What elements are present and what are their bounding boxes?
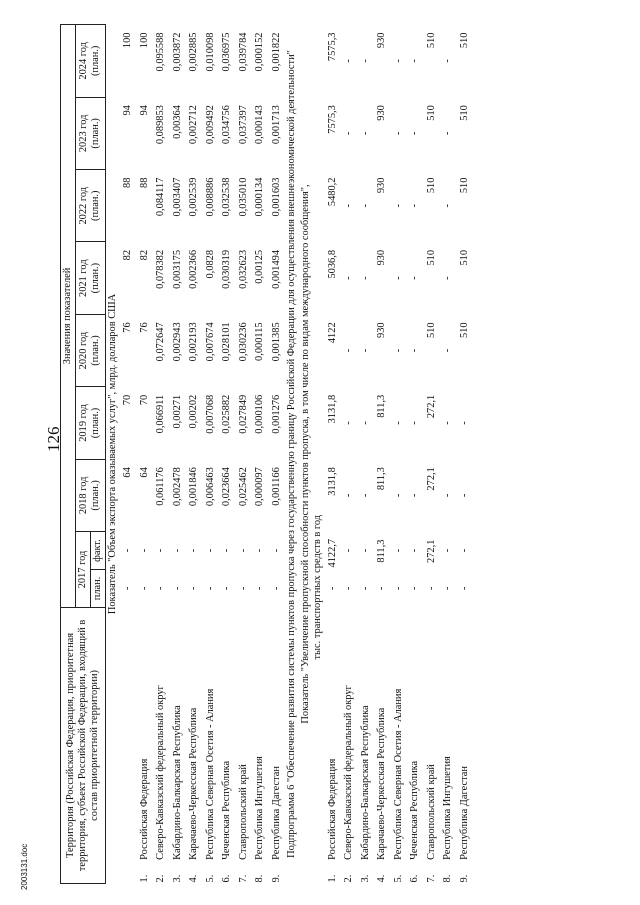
value-cell: - (270, 548, 282, 553)
table-row (440, 25, 457, 884)
value-cell: - (359, 493, 371, 498)
indicators-table (60, 24, 473, 884)
value-cell: 0,001166 (270, 467, 282, 506)
value-cell: 811,3 (376, 467, 388, 491)
value-cell: - (458, 493, 470, 498)
value-cell: 0,000097 (254, 467, 266, 507)
value-cell: 0,032623 (237, 249, 249, 289)
row-territory-name: Республика Дагестан (458, 766, 470, 860)
value-cell: - (442, 493, 454, 498)
value-cell: - (359, 131, 371, 136)
value-cell: 272,1 (425, 394, 437, 419)
table-row (235, 25, 252, 884)
table-row (252, 25, 269, 884)
row-number: 3. (359, 874, 371, 883)
section2-title (299, 25, 325, 884)
row-number: 5. (204, 874, 216, 883)
row-territory-name: Республика Ингушетия (254, 756, 266, 860)
value-cell: 0,00125 (254, 249, 266, 284)
row-territory-name: Республика Ингушетия (442, 756, 454, 860)
value-cell: 0,006463 (204, 467, 216, 507)
header-year-2020: 2020 год (план.) (75, 314, 105, 386)
value-cell: 0,066911 (155, 394, 167, 434)
rotated-table-container (60, 24, 580, 884)
value-cell: - (376, 586, 388, 591)
value-cell: 100 (138, 32, 150, 49)
value-cell: - (442, 348, 454, 353)
row-number: 4. (188, 874, 200, 883)
value-cell: 0,030319 (221, 249, 233, 289)
table-row (341, 25, 358, 884)
value-cell: - (326, 586, 338, 591)
value-cell: 0,001494 (270, 249, 282, 289)
value-cell: 0,001385 (270, 322, 282, 362)
value-cell: 0,010098 (204, 32, 216, 72)
value-cell: - (343, 421, 355, 425)
row-number: 4. (376, 874, 388, 883)
table-row (391, 25, 408, 884)
table-row (268, 25, 285, 884)
value-cell: - (237, 548, 249, 553)
cell: 88 (122, 177, 134, 188)
value-cell: 510 (458, 177, 470, 194)
value-cell: 0,001276 (270, 394, 282, 434)
table-row (374, 25, 391, 884)
value-cell: - (343, 548, 355, 553)
value-cell: 930 (376, 32, 388, 49)
value-cell: 3131,8 (326, 467, 338, 496)
value-cell: - (458, 548, 470, 553)
header-year-2018: 2018 год (план.) (75, 459, 105, 531)
value-cell: 0,027849 (237, 394, 249, 434)
value-cell: 0,007674 (204, 322, 216, 362)
value-cell: 930 (376, 322, 388, 338)
value-cell: 94 (138, 105, 150, 116)
row-territory-name: Северо-Кавказский федеральный округ (155, 685, 167, 860)
value-cell: 510 (458, 322, 470, 338)
row-number: 1. (326, 874, 338, 883)
cell: 100 (122, 32, 134, 49)
value-cell: 0,00271 (171, 394, 183, 429)
value-cell: 0,008886 (204, 177, 216, 217)
value-cell: 510 (425, 105, 437, 121)
value-cell: - (442, 421, 454, 425)
value-cell: - (171, 548, 183, 553)
value-cell: 510 (458, 32, 470, 49)
row-territory-name: Карачаево-Черкесская Республика (376, 707, 388, 860)
value-cell: 510 (425, 177, 437, 194)
value-cell: - (409, 493, 421, 498)
value-cell: - (392, 421, 404, 425)
section2-title-text: Показатель "Увеличение пропускной способности пунктов пропуска, в том числе по видам международного сообщения", (299, 184, 311, 724)
section1-title: Показатель "Объем экспорта оказываемых услуг", млрд. долларов США (106, 293, 118, 615)
value-cell: - (343, 59, 355, 63)
row-territory-name: Российская Федерация (326, 758, 338, 860)
value-cell: - (392, 204, 404, 208)
value-cell: - (442, 204, 454, 208)
value-cell: 0,000152 (254, 32, 266, 72)
value-cell: 7575,3 (326, 105, 338, 134)
value-cell: - (188, 548, 200, 553)
value-cell: 64 (138, 467, 150, 478)
value-cell: - (359, 348, 371, 353)
value-cell: 0,002539 (188, 177, 200, 217)
cell: 94 (122, 105, 134, 116)
value-cell: 88 (138, 177, 150, 188)
row-number: 2. (155, 874, 167, 883)
row-number: 8. (254, 874, 266, 883)
row-number: 6. (409, 874, 421, 883)
value-cell: - (254, 548, 266, 553)
value-cell: - (359, 548, 371, 553)
value-cell: 0,002712 (188, 105, 200, 145)
value-cell: - (442, 586, 454, 591)
value-cell: - (359, 586, 371, 591)
value-cell: 0,001603 (270, 177, 282, 217)
value-cell: - (138, 548, 150, 553)
table-row (136, 25, 153, 884)
header-year-2021: 2021 год (план.) (75, 242, 105, 314)
value-cell: - (409, 59, 421, 63)
row-territory-name: Кабардино-Балкарская Республика (171, 705, 183, 860)
value-cell: 0,032538 (221, 177, 233, 217)
value-cell: - (442, 59, 454, 63)
header-year-2024: 2024 год (план.) (75, 25, 105, 98)
value-cell: - (204, 586, 216, 591)
value-cell: 0,003872 (171, 32, 183, 72)
value-cell: - (392, 548, 404, 553)
value-cell: 510 (425, 322, 437, 338)
table-row (153, 25, 170, 884)
row-territory-name: Карачаево-Черкесская Республика (188, 707, 200, 860)
value-cell: 0,023664 (221, 467, 233, 507)
value-cell: 0,000143 (254, 105, 266, 145)
value-cell: 5480,2 (326, 177, 338, 207)
row-number: 7. (237, 874, 249, 883)
row-number: 2. (343, 874, 355, 883)
header-year-2023: 2023 год (план.) (75, 97, 105, 169)
value-cell: - (458, 586, 470, 591)
row-territory-name: Республика Северная Осетия - Алания (204, 688, 216, 860)
header-year-2019: 2019 год (план.) (75, 387, 105, 459)
value-cell: - (343, 348, 355, 353)
value-cell: 4122 (326, 322, 338, 344)
value-cell: 0,084117 (155, 177, 167, 217)
value-cell: - (343, 131, 355, 136)
value-cell: - (359, 59, 371, 63)
value-cell: 510 (425, 32, 437, 49)
value-cell: - (392, 586, 404, 591)
row-territory-name: Кабардино-Балкарская Республика (359, 705, 371, 860)
row-territory-name: Чеченская Республика (221, 760, 233, 860)
value-cell: 0,002885 (188, 32, 200, 72)
table-row (407, 25, 424, 884)
value-cell: 0,034756 (221, 105, 233, 145)
value-cell: - (392, 131, 404, 136)
value-cell: - (442, 548, 454, 553)
value-cell: - (155, 548, 167, 553)
value-cell: - (359, 204, 371, 208)
row-territory-name: Чеченская Республика (409, 760, 421, 860)
row-number: 7. (425, 874, 437, 883)
value-cell: 0,025882 (221, 394, 233, 434)
table-row (424, 25, 441, 884)
section2-rows (325, 25, 474, 884)
value-cell: - (343, 276, 355, 280)
value-cell: - (171, 586, 183, 591)
value-cell: 0,001713 (270, 105, 282, 145)
value-cell: - (392, 276, 404, 280)
value-cell: 7575,3 (326, 32, 338, 62)
value-cell: - (442, 276, 454, 280)
table-row (169, 25, 186, 884)
value-cell: - (409, 131, 421, 136)
value-cell: - (359, 421, 371, 425)
table-row (457, 25, 474, 884)
cell: - (122, 548, 134, 553)
footer-filename: 2003131.doc (20, 843, 29, 890)
section1-rows (136, 25, 285, 884)
value-cell: 930 (376, 105, 388, 121)
value-cell: 0,000115 (254, 322, 266, 361)
value-cell: 0,072647 (155, 322, 167, 362)
value-cell: - (270, 586, 282, 591)
value-cell: 0,095588 (155, 32, 167, 72)
value-cell: 272,1 (425, 467, 437, 491)
value-cell: 0,0828 (204, 249, 216, 279)
row-number: 6. (221, 874, 233, 883)
cell: 76 (122, 322, 134, 333)
value-cell: 811,3 (376, 394, 388, 418)
value-cell: - (409, 204, 421, 208)
row-territory-name: Российская Федерация (138, 758, 150, 860)
table-row (325, 25, 342, 884)
value-cell: - (188, 586, 200, 591)
value-cell: 0,003407 (171, 177, 183, 217)
value-cell: - (204, 548, 216, 553)
value-cell: 0,00364 (171, 105, 183, 139)
value-cell: 0,089853 (155, 105, 167, 145)
value-cell: - (458, 421, 470, 425)
row-number: 9. (458, 874, 470, 883)
value-cell: 0,002478 (171, 467, 183, 507)
value-cell: 510 (458, 249, 470, 266)
value-cell: 272,1 (425, 539, 437, 563)
section2-unit: тыс. транспортных средств в год (311, 514, 323, 660)
row-territory-name: Ставропольский край (237, 764, 249, 860)
value-cell: 3131,8 (326, 394, 338, 424)
value-cell: 0,037397 (237, 105, 249, 145)
value-cell: 0,028101 (221, 322, 233, 362)
row-number: 5. (392, 874, 404, 883)
value-cell: - (254, 586, 266, 591)
value-cell: - (392, 493, 404, 498)
value-cell: - (359, 276, 371, 280)
cell: 64 (122, 467, 134, 478)
row-number: 3. (171, 874, 183, 883)
value-cell: - (442, 131, 454, 136)
header-year-2022: 2022 год (план.) (75, 170, 105, 242)
value-cell: 0,002943 (171, 322, 183, 362)
cell: 82 (122, 249, 134, 261)
table-row (202, 25, 219, 884)
value-cell: - (409, 586, 421, 591)
value-cell: 0,000106 (254, 394, 266, 434)
value-cell: 0,035010 (237, 177, 249, 217)
value-cell: 0,001846 (188, 467, 200, 507)
value-cell: 0,000134 (254, 177, 266, 217)
value-cell: 0,030236 (237, 322, 249, 362)
value-cell: - (343, 493, 355, 498)
header-fact: факт. (90, 532, 105, 570)
subprogram-title: Подпрограмма 6 "Обеспечение развития системы пунктов пропуска через государственную границу Российской Федерации для осуществления внешнеэкономической деятельности" (285, 50, 297, 858)
value-cell: 0,025462 (237, 467, 249, 507)
value-cell: 0,002366 (188, 249, 200, 289)
table-row (358, 25, 375, 884)
value-cell: 811,3 (376, 539, 388, 563)
cell: - (122, 586, 134, 591)
value-cell: 0,078382 (155, 249, 167, 289)
value-cell: 82 (138, 249, 150, 261)
value-cell: 930 (376, 177, 388, 194)
row-number: 9. (270, 874, 282, 883)
row-territory-name: Северо-Кавказский федеральный округ (343, 685, 355, 860)
value-cell: - (237, 586, 249, 591)
header-year-2017: 2017 год (75, 532, 90, 608)
value-cell: 0,009492 (204, 105, 216, 145)
section1-summary-row (120, 25, 137, 884)
value-cell: - (221, 548, 233, 553)
value-cell: 0,007068 (204, 394, 216, 434)
row-territory-name: Республика Дагестан (270, 766, 282, 860)
value-cell: - (409, 348, 421, 353)
row-territory-name: Ставропольский край (425, 764, 437, 860)
header-territory: Территория (Российская Федерация, приоритетная территория, субъект Российской Федерации, входящий в состав приоритетной территории) (61, 607, 106, 883)
value-cell: - (343, 586, 355, 591)
value-cell: - (409, 421, 421, 425)
value-cell: 930 (376, 249, 388, 266)
header-values-title: Значения показателей (61, 25, 76, 608)
value-cell: - (409, 276, 421, 280)
row-number: 1. (138, 874, 150, 883)
value-cell: - (343, 204, 355, 208)
value-cell: 0,00202 (188, 394, 200, 429)
row-number: 8. (442, 874, 454, 883)
value-cell: 0,061176 (155, 467, 167, 506)
cell: 70 (122, 394, 134, 406)
value-cell: 70 (138, 394, 150, 406)
header-plan: план. (90, 569, 105, 607)
row-territory-name: Республика Северная Осетия - Алания (392, 688, 404, 860)
value-cell: - (155, 586, 167, 591)
table-row (219, 25, 236, 884)
value-cell: 0,002193 (188, 322, 200, 362)
value-cell: 76 (138, 322, 150, 333)
value-cell: 510 (458, 105, 470, 121)
value-cell: - (392, 348, 404, 353)
value-cell: 0,039784 (237, 32, 249, 72)
value-cell: - (138, 586, 150, 591)
value-cell: 4122,7 (326, 538, 338, 568)
value-cell: 0,036975 (221, 32, 233, 72)
table-row (186, 25, 203, 884)
value-cell: - (221, 586, 233, 591)
value-cell: 510 (425, 249, 437, 266)
value-cell: - (425, 586, 437, 591)
value-cell: - (392, 59, 404, 63)
value-cell: 5036,8 (326, 249, 338, 279)
value-cell: 0,003175 (171, 249, 183, 289)
value-cell: 0,001822 (270, 32, 282, 72)
page-number: 126 (44, 426, 63, 452)
value-cell: - (409, 548, 421, 553)
